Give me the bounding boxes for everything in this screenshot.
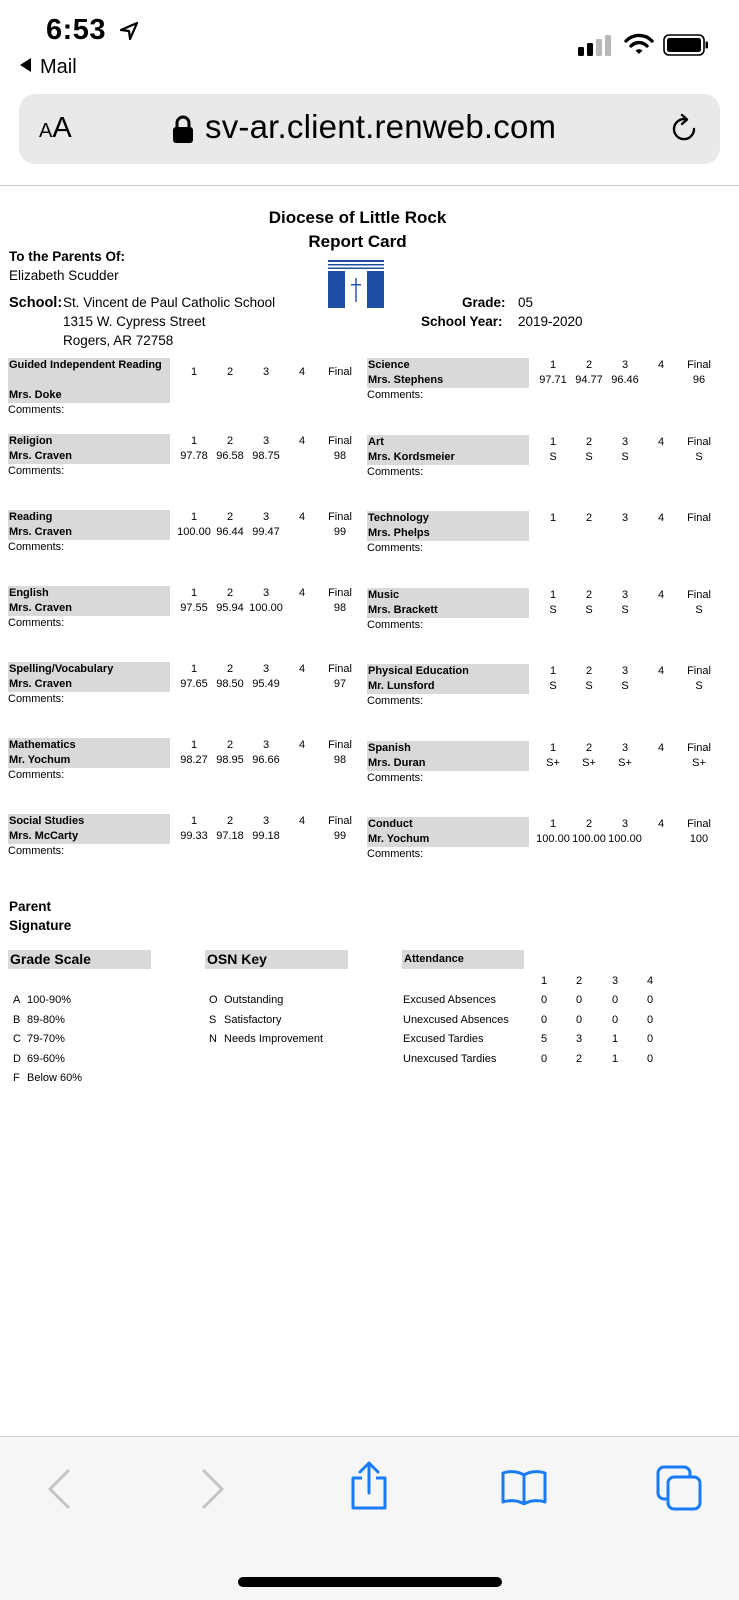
text-size-large-label: A xyxy=(52,112,72,144)
grade-cell: S+ xyxy=(546,756,560,769)
attendance-column-header: 4 xyxy=(646,975,654,987)
course-comments-label: Comments: xyxy=(367,695,424,707)
report-title xyxy=(200,206,515,254)
grade-cell: 100.00 xyxy=(572,833,606,845)
course-block xyxy=(8,510,352,570)
period-header: 1 xyxy=(190,366,198,378)
course-teacher: Mrs. Brackett xyxy=(367,603,529,618)
period-header: 4 xyxy=(657,665,665,677)
school-address-line2: Rogers, AR 72758 xyxy=(63,333,174,348)
location-arrow-icon xyxy=(118,20,140,42)
course-block xyxy=(367,435,711,495)
attendance-row-label: Unexcused Absences xyxy=(403,1013,509,1026)
course-comments-label: Comments: xyxy=(8,845,65,857)
period-header: 1 xyxy=(190,435,198,447)
share-icon[interactable] xyxy=(348,1461,390,1511)
period-header: Final xyxy=(328,435,352,447)
period-header: 2 xyxy=(585,665,593,677)
grade-cell: 100 xyxy=(689,833,709,845)
period-header: 1 xyxy=(549,818,557,830)
period-header: 3 xyxy=(262,739,270,751)
back-app-label: Mail xyxy=(40,56,77,78)
osn-code: S xyxy=(209,1013,217,1026)
attendance-cell: 2 xyxy=(575,1052,583,1065)
attendance-cell: 3 xyxy=(575,1033,583,1045)
course-name: Social Studies xyxy=(8,814,170,829)
grade-cell: S xyxy=(549,680,557,692)
course-comments-label: Comments: xyxy=(8,769,65,781)
period-header: 1 xyxy=(190,739,198,751)
grade-cell: 98.95 xyxy=(216,754,244,766)
course-teacher: Mrs. McCarty xyxy=(8,829,170,844)
osn-key-row xyxy=(209,1032,323,1046)
period-header: 1 xyxy=(190,587,198,599)
period-header: 3 xyxy=(621,818,629,830)
grade-cell: S+ xyxy=(692,756,706,769)
osn-code: O xyxy=(209,994,218,1006)
course-name: Science xyxy=(367,358,529,373)
period-header: 2 xyxy=(585,512,593,524)
grade-range: 89-80% xyxy=(27,1013,65,1026)
attendance-cell: 5 xyxy=(540,1033,548,1045)
grade-cell: 98.27 xyxy=(180,754,208,766)
home-indicator xyxy=(238,1577,502,1587)
period-header: Final xyxy=(687,818,711,830)
course-comments-label: Comments: xyxy=(367,465,424,478)
period-header: 4 xyxy=(298,815,306,827)
grade-scale-row xyxy=(13,993,71,1007)
course-comments-label: Comments: xyxy=(8,617,65,629)
period-header: 3 xyxy=(262,511,270,523)
course-block xyxy=(367,817,711,877)
grade-range: 79-70% xyxy=(27,1033,65,1045)
period-header: 4 xyxy=(657,435,665,448)
period-header: 1 xyxy=(190,815,198,827)
course-teacher: Mr. Lunsford xyxy=(367,679,529,694)
period-header: 3 xyxy=(621,512,629,524)
grade-cell: 99.18 xyxy=(252,830,280,842)
attendance-column-header: 2 xyxy=(575,975,583,987)
grade-letter: A xyxy=(13,994,21,1006)
grade-cell: 97.71 xyxy=(539,374,567,386)
course-block xyxy=(367,664,711,724)
grade-label: Grade: xyxy=(462,295,506,310)
school-year-value: 2019-2020 xyxy=(518,314,583,329)
course-block xyxy=(8,358,352,418)
grade-cell: S+ xyxy=(582,756,596,769)
period-header: 2 xyxy=(226,511,234,523)
period-header: 4 xyxy=(298,587,306,599)
period-header: 4 xyxy=(298,435,306,447)
period-header: 4 xyxy=(298,511,306,523)
school-address-line1: 1315 W. Cypress Street xyxy=(63,314,206,329)
grade-cell: S xyxy=(695,450,703,463)
grade-range: 69-60% xyxy=(27,1052,65,1065)
period-header: Final xyxy=(687,665,711,677)
parent-signature-label-line1: Parent xyxy=(9,899,52,914)
school-year-label: School Year: xyxy=(421,314,503,329)
course-name: Guided Independent Reading xyxy=(8,358,170,388)
period-header: 3 xyxy=(262,815,270,827)
course-name: Religion xyxy=(8,434,170,449)
grade-cell: 98.50 xyxy=(216,678,244,690)
course-teacher: Mrs. Craven xyxy=(8,601,170,616)
course-comments-label: Comments: xyxy=(367,389,424,401)
period-header: Final xyxy=(328,587,352,599)
course-comments-label: Comments: xyxy=(367,618,424,631)
status-bar xyxy=(0,0,739,88)
period-header: 4 xyxy=(298,739,306,751)
cellular-signal-icon xyxy=(578,34,614,56)
period-header: 1 xyxy=(549,665,557,677)
grade-cell: S+ xyxy=(618,756,632,769)
course-comments-label: Comments: xyxy=(8,541,65,553)
text-size-button[interactable] xyxy=(39,112,72,145)
attendance-row-label: Unexcused Tardies xyxy=(403,1052,497,1065)
period-header: 2 xyxy=(585,588,593,601)
course-block xyxy=(367,588,711,648)
course-block xyxy=(367,741,711,801)
osn-meaning: Satisfactory xyxy=(224,1013,282,1026)
grade-cell: 94.77 xyxy=(575,374,603,386)
course-name: Mathematics xyxy=(8,738,170,753)
period-header: Final xyxy=(328,366,352,378)
osn-key-row xyxy=(209,1013,281,1027)
grade-cell: 100.00 xyxy=(536,833,570,845)
period-header: 2 xyxy=(226,587,234,599)
diocese-logo xyxy=(328,260,384,308)
grade-cell: 95.94 xyxy=(216,602,244,614)
grade-cell: 97 xyxy=(333,678,347,690)
period-header: 2 xyxy=(226,435,234,447)
parent-signature-label-line2: Signature xyxy=(9,918,72,933)
grade-cell: S xyxy=(621,603,629,616)
course-name: Art xyxy=(367,435,529,450)
period-header: Final xyxy=(687,435,711,448)
period-header: 1 xyxy=(549,588,557,601)
grade-scale-row xyxy=(13,1013,65,1027)
grade-value: 05 xyxy=(518,295,534,310)
period-header: Final xyxy=(687,588,711,601)
attendance-column-header: 3 xyxy=(611,975,619,987)
attendance-header: Attendance xyxy=(402,950,524,969)
bottom-toolbar xyxy=(0,1436,739,1600)
osn-code: N xyxy=(209,1033,217,1045)
course-comments-label: Comments: xyxy=(367,848,424,860)
grade-cell: S xyxy=(585,603,593,616)
grade-range: Below 60% xyxy=(27,1072,83,1084)
period-header: 3 xyxy=(262,435,270,447)
course-name: Music xyxy=(367,588,529,603)
course-block xyxy=(367,358,711,418)
course-block xyxy=(8,814,352,874)
grade-cell: 100.00 xyxy=(249,602,283,614)
attendance-cell: 0 xyxy=(575,1013,583,1026)
attendance-cell: 0 xyxy=(611,994,619,1006)
period-header: 1 xyxy=(549,359,557,371)
grade-cell: 100.00 xyxy=(608,833,642,845)
grade-cell: 98 xyxy=(333,754,347,766)
course-teacher: Mr. Yochum xyxy=(367,832,529,847)
school-name: St. Vincent de Paul Catholic School xyxy=(63,295,276,310)
period-header: 3 xyxy=(621,359,629,371)
grade-cell: 99.33 xyxy=(180,830,208,842)
attendance-cell: 0 xyxy=(611,1013,619,1026)
period-header: 3 xyxy=(621,741,629,754)
course-teacher: Mrs. Craven xyxy=(8,677,170,692)
period-header: 2 xyxy=(585,359,593,371)
osn-meaning: Needs Improvement xyxy=(224,1033,324,1045)
grade-scale-header: Grade Scale xyxy=(8,950,151,969)
course-teacher: Mrs. Stephens xyxy=(367,373,529,388)
period-header: 4 xyxy=(657,588,665,601)
course-comments-label: Comments: xyxy=(367,771,424,784)
grade-cell: S xyxy=(621,680,629,692)
back-arrow-icon[interactable] xyxy=(46,1469,72,1509)
attendance-cell: 1 xyxy=(611,1033,619,1045)
grade-cell: S xyxy=(621,450,629,463)
tabs-icon[interactable] xyxy=(656,1465,702,1511)
period-header: 3 xyxy=(262,366,270,378)
report-card-document xyxy=(0,186,739,1436)
course-comments-label: Comments: xyxy=(8,404,65,416)
period-header: 1 xyxy=(549,435,557,448)
grade-letter: F xyxy=(13,1072,20,1084)
course-teacher: Mr. Yochum xyxy=(8,753,170,768)
grade-cell: 99.47 xyxy=(252,526,280,538)
course-name: English xyxy=(8,586,170,601)
grade-letter: B xyxy=(13,1013,21,1026)
grade-cell: 97.18 xyxy=(216,830,244,842)
url-text[interactable]: sv-ar.client.renweb.com xyxy=(205,108,557,145)
grade-cell: S xyxy=(585,680,593,692)
lock-icon xyxy=(172,114,194,144)
grade-range: 100-90% xyxy=(27,994,72,1006)
grade-cell: 98 xyxy=(333,450,347,462)
period-header: 1 xyxy=(190,511,198,523)
attendance-cell: 1 xyxy=(611,1052,619,1065)
course-comments-label: Comments: xyxy=(367,542,424,554)
wifi-icon xyxy=(624,32,654,56)
grade-cell: 100.00 xyxy=(177,526,211,538)
period-header: Final xyxy=(328,511,352,523)
grade-cell: 96.58 xyxy=(216,450,244,462)
grade-cell: 95.49 xyxy=(252,678,280,690)
school-label: School: xyxy=(9,295,63,311)
course-name: Technology xyxy=(367,511,529,526)
period-header: Final xyxy=(687,512,711,524)
grade-cell: S xyxy=(585,450,593,463)
period-header: 4 xyxy=(657,512,665,524)
course-teacher: Mrs. Craven xyxy=(8,525,170,540)
period-header: 4 xyxy=(657,818,665,830)
period-header: 3 xyxy=(262,663,270,675)
grade-cell: S xyxy=(695,603,703,616)
period-header: 2 xyxy=(226,366,234,378)
grade-cell: S xyxy=(549,603,557,616)
course-teacher: Mrs. Duran xyxy=(367,756,529,771)
period-header: 3 xyxy=(621,665,629,677)
course-teacher: Mrs. Doke xyxy=(8,388,170,403)
grade-cell: 98.75 xyxy=(252,450,280,462)
course-block xyxy=(8,586,352,646)
course-block xyxy=(367,511,711,571)
period-header: Final xyxy=(687,741,711,754)
grade-letter: D xyxy=(13,1052,21,1065)
course-name: Spanish xyxy=(367,741,529,756)
course-name: Conduct xyxy=(367,817,529,832)
bookmarks-icon[interactable] xyxy=(501,1469,547,1505)
period-header: 3 xyxy=(621,435,629,448)
attendance-cell: 0 xyxy=(646,1033,654,1045)
course-teacher: Mrs. Kordsmeier xyxy=(367,450,529,465)
attendance-cell: 0 xyxy=(646,1052,654,1065)
attendance-cell: 0 xyxy=(646,994,654,1006)
period-header: Final xyxy=(328,663,352,675)
attendance-row-label: Excused Tardies xyxy=(403,1033,484,1045)
status-time: 6:53 xyxy=(46,14,107,46)
grade-cell: 96.66 xyxy=(252,754,280,766)
report-title-line1: Diocese of Little Rock xyxy=(268,208,447,227)
period-header: 1 xyxy=(549,741,557,754)
period-header: 2 xyxy=(226,815,234,827)
attendance-cell: 0 xyxy=(540,1052,548,1065)
grade-cell: 97.55 xyxy=(180,602,208,614)
period-header: 2 xyxy=(585,818,593,830)
report-title-line2: Report Card xyxy=(308,232,407,251)
grade-cell: 96 xyxy=(692,374,706,386)
period-header: 4 xyxy=(298,663,306,675)
period-header: 2 xyxy=(585,741,593,754)
course-block xyxy=(8,738,352,798)
attendance-cell: 0 xyxy=(646,1013,654,1026)
period-header: 4 xyxy=(657,741,665,754)
course-name: Physical Education xyxy=(367,664,529,679)
course-block xyxy=(8,662,352,722)
period-header: Final xyxy=(687,359,711,371)
address-bar[interactable] xyxy=(19,94,720,164)
attendance-cell: 0 xyxy=(540,1013,548,1026)
attendance-cell: 0 xyxy=(575,994,583,1006)
grade-cell: S xyxy=(695,680,703,692)
period-header: 3 xyxy=(262,587,270,599)
grade-cell: 96.44 xyxy=(216,526,244,538)
period-header: Final xyxy=(328,739,352,751)
grade-cell: S xyxy=(549,450,557,463)
period-header: Final xyxy=(328,815,352,827)
course-comments-label: Comments: xyxy=(8,465,65,477)
period-header: 2 xyxy=(585,435,593,448)
course-name: Spelling/Vocabulary xyxy=(8,662,170,677)
course-comments-label: Comments: xyxy=(8,693,65,705)
back-triangle-icon xyxy=(20,58,31,72)
period-header: 1 xyxy=(190,663,198,675)
period-header: 4 xyxy=(657,359,665,371)
forward-arrow-icon[interactable] xyxy=(200,1469,226,1509)
text-size-small-label: A xyxy=(39,120,53,142)
grade-cell: 99 xyxy=(333,830,347,842)
osn-key-header: OSN Key xyxy=(205,950,348,969)
battery-icon xyxy=(663,34,709,56)
attendance-cell: 0 xyxy=(540,994,548,1006)
student-name: Elizabeth Scudder xyxy=(9,268,119,283)
back-to-mail-link[interactable] xyxy=(20,56,77,79)
period-header: 2 xyxy=(226,663,234,675)
to-parents-label: To the Parents Of: xyxy=(9,249,126,264)
course-teacher: Mrs. Phelps xyxy=(367,526,529,541)
reload-icon[interactable] xyxy=(667,112,701,146)
course-block xyxy=(8,434,352,494)
course-teacher: Mrs. Craven xyxy=(8,449,170,464)
period-header: 2 xyxy=(226,739,234,751)
grade-cell: 96.46 xyxy=(611,374,639,386)
osn-key-row xyxy=(209,993,283,1007)
grade-cell: 99 xyxy=(333,526,347,538)
grade-scale-row xyxy=(13,1032,65,1046)
period-header: 4 xyxy=(298,366,306,378)
attendance-column-header: 1 xyxy=(540,975,548,987)
grade-cell: 97.65 xyxy=(180,678,208,690)
grade-letter: C xyxy=(13,1033,21,1045)
attendance-row-label: Excused Absences xyxy=(403,994,496,1006)
osn-meaning: Outstanding xyxy=(224,994,284,1006)
period-header: 1 xyxy=(549,512,557,524)
grade-scale-row xyxy=(13,1071,82,1085)
course-name: Reading xyxy=(8,510,170,525)
grade-cell: 98 xyxy=(333,602,347,614)
grade-scale-row xyxy=(13,1052,65,1066)
period-header: 3 xyxy=(621,588,629,601)
grade-cell: 97.78 xyxy=(180,450,208,462)
